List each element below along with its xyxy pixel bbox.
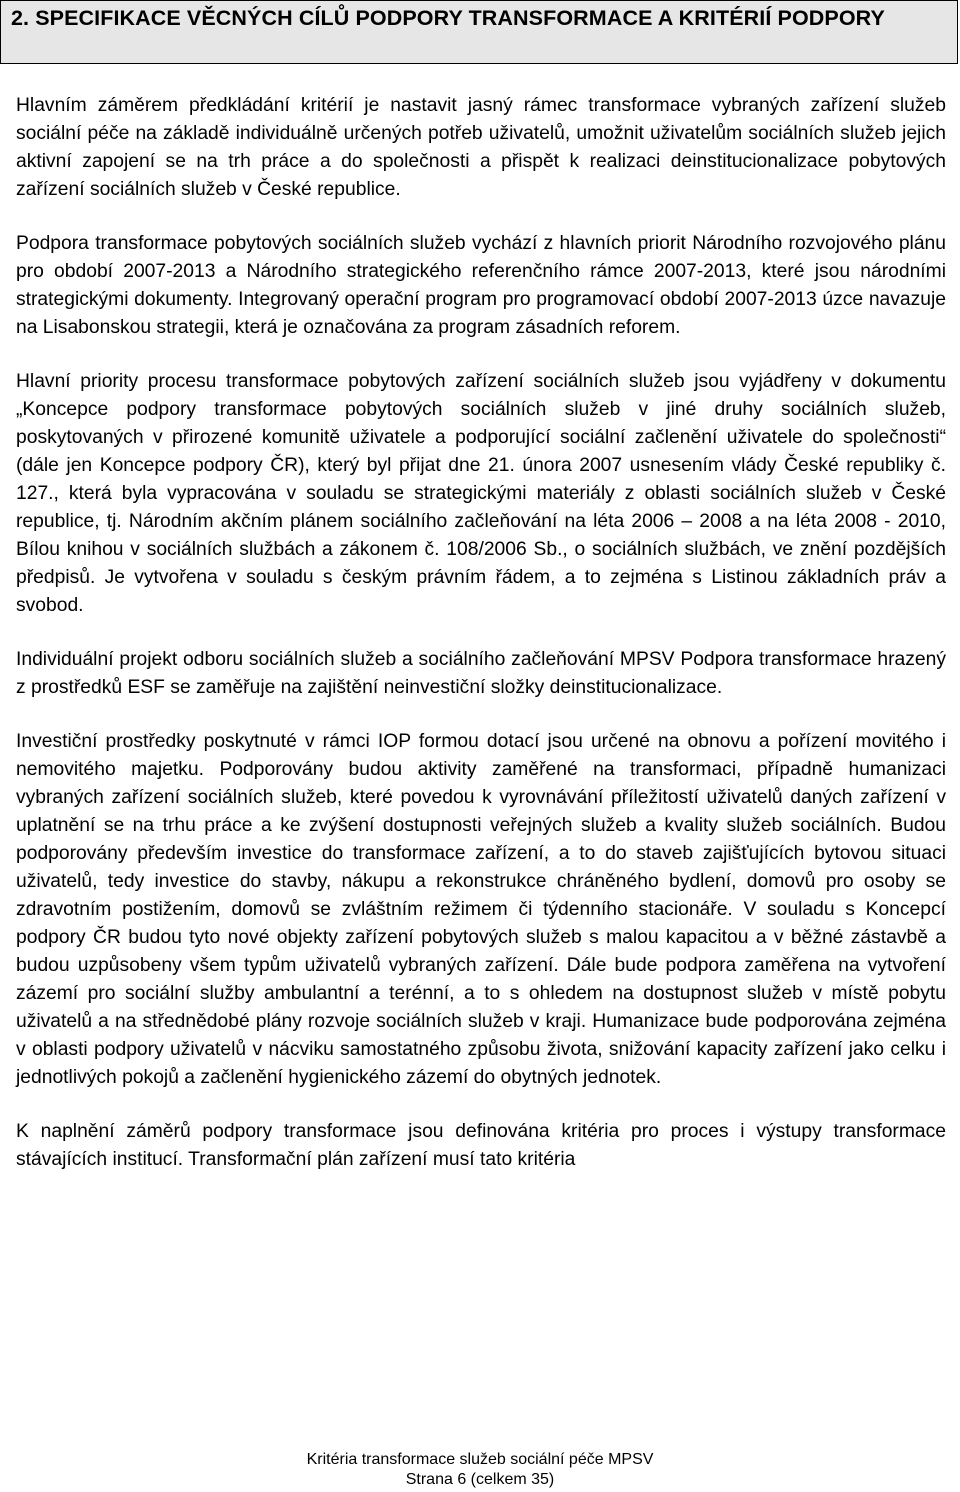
document-body bbox=[16, 92, 946, 1200]
paragraph-intro: Hlavním záměrem předkládání kritérií je nastavit jasný rámec transformace vybraných zařízení služeb sociální péče na základě individuálně určených potřeb uživatelů, umožnit uživatelům sociálních služeb jejich aktivní zapojení se na trh práce a do společnosti a přispět k realizaci deinstitucionalizace pobytových zařízení sociálních služeb v České republice. bbox=[16, 95, 946, 200]
paragraph-criteria: K naplnění záměrů podpory transformace jsou definována kritéria pro proces i výstupy transformace stávajících institucí. Transformační plán zařízení musí tato kritéria bbox=[16, 1121, 946, 1170]
paragraph-priorities: Podpora transformace pobytových sociálních služeb vychází z hlavních priorit Národního rozvojového plánu pro období 2007-2013 a Národního strategického referenčního rámce 2007-2013, které jsou národními strategickými dokumenty. Integrovaný operační program pro programovací období 2007-2013 úzce navazuje na Lisabonskou strategii, která je označována za program zásadních reforem. bbox=[16, 233, 946, 338]
section-heading: 2. SPECIFIKACE VĚCNÝCH CÍLŮ PODPORY TRANSFORMACE A KRITÉRIÍ PODPORY bbox=[11, 6, 885, 30]
paragraph-investment: Investiční prostředky poskytnuté v rámci IOP formou dotací jsou určené na obnovu a pořízení movitého i nemovitého majetku. Podporovány budou aktivity zaměřené na transformaci, případně humanizaci vybraných zařízení sociálních služeb, které povedou k vyrovnávání příležitostí uživatelů daných zařízení v uplatnění se na trhu práce a ke zvýšení dostupnosti veřejných služeb a kvality služeb sociálních. Budou podporovány především investice do transformace zařízení, a to do staveb zajišťujících bytovou situaci uživatelů, tedy investice do stavby, nákupu a rekonstrukce chráněného bydlení, domovů pro osoby se zdravotním postižením, domovů se zvláštním režimem či týdenního stacionáře. V souladu s Koncepcí podpory ČR budou tyto nové objekty zařízení pobytových služeb s malou kapacitou a v běžné zástavbě a budou uzpůsobeny všem typům uživatelů vybraných zařízení. Dále bude podpora zaměřena na vytvoření zázemí pro sociální služby ambulantní a terénní, a to s ohledem na dostupnost služeb v místě pobytu uživatelů a na střednědobé plány rozvoje sociálních služeb v kraji. Humanizace bude podporována zejména v oblasti podpory uživatelů v nácviku samostatného způsobu života, snižování kapacity zařízení jako celku i jednotlivých pokojů a začlenění hygienického zázemí do obytných jednotek. bbox=[16, 731, 946, 1088]
footer-page-number: Strana 6 (celkem 35) bbox=[405, 1471, 555, 1488]
paragraph-individual-project: Individuální projekt odboru sociálních služeb a sociálního začleňování MPSV Podpora transformace hrazený z prostředků ESF se zaměřuje na zajištění neinvestiční složky deinstitucionalizace. bbox=[16, 649, 946, 698]
section-heading-box bbox=[0, 0, 958, 64]
footer-document-title: Kritéria transformace služeb sociální péče MPSV bbox=[306, 1451, 654, 1468]
paragraph-concept: Hlavní priority procesu transformace pobytových zařízení sociálních služeb jsou vyjádřeny v dokumentu „Koncepce podpory transformace pobytových sociálních služeb v jiné druhy sociálních služeb, poskytovaných v přirozené komunitě uživatele a podporující sociální začlenění uživatele do společnosti“ (dále jen Koncepce podpory ČR), který byl přijat dne 21. února 2007 usnesením vlády České republiky č. 127., která byla vypracována v souladu se strategickými materiály z oblasti sociálních služeb v České republice, tj. Národním akčním plánem sociálního začleňování na léta 2006 – 2008 a na léta 2008 - 2010, Bílou knihou v sociálních službách a zákonem č. 108/2006 Sb., o sociálních službách, ve znění pozdějších předpisů. Je vytvořena v souladu s českým právním řádem, a to zejména s Listinou základních práv a svobod. bbox=[16, 371, 946, 616]
